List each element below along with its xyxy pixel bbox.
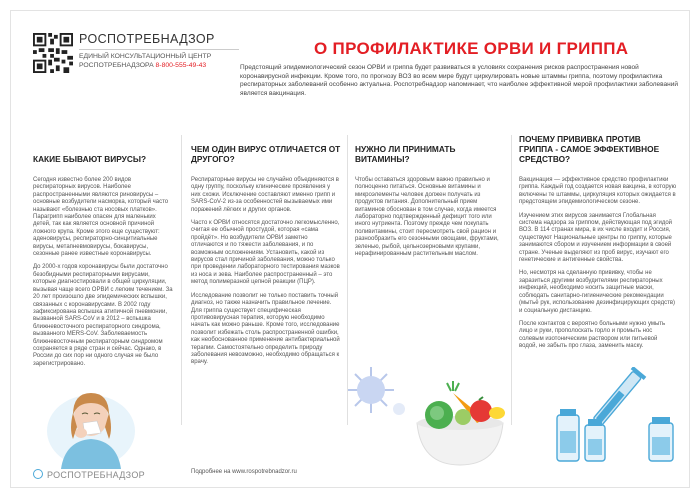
poster	[10, 10, 690, 488]
qr-code-icon	[33, 33, 73, 73]
column-body	[519, 177, 677, 351]
column-heading: ПОЧЕМУ ПРИВИВКА ПРОТИВ ГРИППА - САМОЕ ЭФФЕКТИВНОЕ СРЕДСТВО?	[519, 134, 660, 164]
brand-block	[79, 32, 239, 70]
column-divider	[181, 135, 182, 425]
brand-line-2-text: РОСПОТРЕБНАДЗОРА	[79, 61, 154, 69]
sick-woman-illustration	[31, 379, 151, 469]
paragraph: Часто к ОРВИ относятся достаточно легкомысленно, считая ее обычной простудой, которая «сама пройдёт». Но возбудители ОРВИ заметно отличаются и по тяжести заболевания, и по возможным осложнениям. Установить, какой из вирусов стал причиной заболевания, можно только при проведении лабораторного тестирования мазков из носа и зева. Наиболее распространенный – это метод полимеразной цепной реакции (ПЦР).	[191, 220, 340, 286]
paragraph: Респираторные вирусы не случайно объединяются в одну группу, поскольку клинические проявления у них схожи. Исключение составляют именно грипп и SARS-CoV-2 из-за особенностей вызываемых ими поражений лёгких и других органов.	[191, 177, 339, 213]
hotline-phone: 8-800-555-49-43	[155, 61, 207, 69]
intro-text: Предстоящий эпидемиологический сезон ОРВИ и гриппа будет развиваться в условиях сохранения рисков распространения новой коронавирусной инфекции. Кроме того, по прогнозу ВОЗ во всем мире будут циркулировать новые штаммы гриппа, поэтому профилактика респираторных заболеваний особенно актуальна. Роспотребнадзор напоминает, что наиболее эффективной мерой профилактики заболеваний является вакцинация.	[240, 64, 678, 97]
brand-name: РОСПОТРЕБНАДЗОР	[79, 32, 215, 46]
column-body	[191, 177, 341, 367]
paragraph: До 2000-х годов коронавирусы были достаточно безобидными респираторными вирусами, которые диагностировали в общей циркуляции, вызывая чаще всего ОРВИ с легким течением. За 20 лет произошло две эпидемических вспышки, связанных с коронавирусами. В 2002 году зафиксирована вспышка атипичной пневмонии, вызванной SARS-CoV и в 2012 – вспышка ближневосточного респираторного синдрома, вызванного MERS-CoV. Заболеваемость ближневосточным респираторным синдромом сохраняется в ряде стран и сейчас. Однако, в России до сих пор ни одного случая не было зарегистрировано.	[33, 264, 173, 367]
column-heading: ЧЕМ ОДИН ВИРУС ОТЛИЧАЕТСЯ ОТ ДРУГОГО?	[191, 144, 341, 164]
column-virus-types	[33, 135, 173, 374]
brand-line-2	[79, 62, 239, 71]
column-vaccination	[519, 135, 677, 357]
column-heading: КАКИЕ БЫВАЮТ ВИРУСЫ?	[33, 154, 147, 164]
brand-divider	[79, 49, 239, 50]
paragraph: Вакцинация — эффективное средство профилактики гриппа. Каждый год создается новая вакцина, в которую включены те штаммы, циркуляция которых ожидается в предстоящем эпидемиологическом сезоне.	[519, 177, 677, 206]
column-virus-differences	[191, 135, 341, 373]
paragraph: Чтобы оставаться здоровым важно правильно и полноценно питаться. Основные витамины и микроэлементы человек должен получать из продуктов питания. Дополнительный прием витаминов обоснован в том случае, когда имеется лабораторно подтвержденный дефицит того или иного нутриента. Поэтому прежде чем покупать поливитамины, стоит пересмотреть свой рацион и разнообразить его сезонными овощами, фруктами, зеленью, рыбой, цельнозерновыми крупами, нерафинированным растительным маслом.	[355, 177, 499, 258]
vaccine-illustration	[551, 367, 681, 469]
paragraph: Изучением этих вирусов занимается Глобальная система надзора за гриппом, действующая под эгидой ВОЗ. В 114 странах мира, в их числе входит и Россия, существуют Национальные центры по гриппу, которые занимаются сбором и изучением информации в своей стране. Ученые выделяют из проб вирус, изучают его генетические и антигенные свойства.	[519, 212, 673, 264]
column-body	[33, 177, 173, 368]
paragraph: После контактов с вероятно больными нужно умыть лицо и руки, прополоскать горло и промыть нос солевым изотоническим раствором или питьевой водой, не забыть про глаза, заменить маску.	[519, 320, 666, 350]
footer-website-link[interactable]: Подробнее на www.rospotrebnadzor.ru	[191, 469, 297, 475]
paragraph: Сегодня известно более 200 видов респираторных вирусов. Наиболее распространенными являются риновирусы – основные возбудители насморка, который часто называют «болезнью ста носовых платков». Парагрипп наиболее опасен для маленьких детей, так как является основной причиной ложного крупа. Кроме этого еще существуют: аденовирусы, респираторно-синцитиальные вирусы, метапневмовирусы, бокавирусы, сезонные ранее известные коронавирусы.	[33, 177, 169, 258]
emblem-icon	[33, 469, 43, 479]
page-title: О ПРОФИЛАКТИКЕ ОРВИ И ГРИППА	[314, 39, 629, 58]
vegetables-illustration	[407, 373, 517, 469]
column-body	[355, 177, 505, 258]
footer-logo	[33, 469, 145, 480]
column-heading: НУЖНО ЛИ ПРИНИМАТЬ ВИТАМИНЫ?	[355, 144, 456, 164]
paragraph: Исследование позволит не только поставить точный диагноз, но также назначить правильное лечение. Для гриппа существует специфическая противовирусная терапия, которую необходимо начать как можно раньше. Кроме того, исследование позволит избежать столь распространенной ошибки, как необоснованное применение антибактериальной терапии. Самостоятельно определить природу заболевания невозможно, необходимо обращаться к врачу.	[191, 292, 340, 366]
paragraph: Но, несмотря на сделанную прививку, чтобы не заразиться другими возбудителями респираторных инфекций, необходимо носить защитные маски, соблюдать санитарно-гигиенические рекомендации (мытьё рук, использование дезинфицирующих средств) и социальную дистанцию.	[519, 270, 676, 314]
footer-logo-text: РОСПОТРЕБНАДЗОР	[47, 470, 145, 480]
virus-icon	[341, 361, 411, 421]
column-vitamins	[355, 135, 505, 264]
brand-line-1: ЕДИНЫЙ КОНСУЛЬТАЦИОННЫЙ ЦЕНТР	[79, 53, 212, 60]
